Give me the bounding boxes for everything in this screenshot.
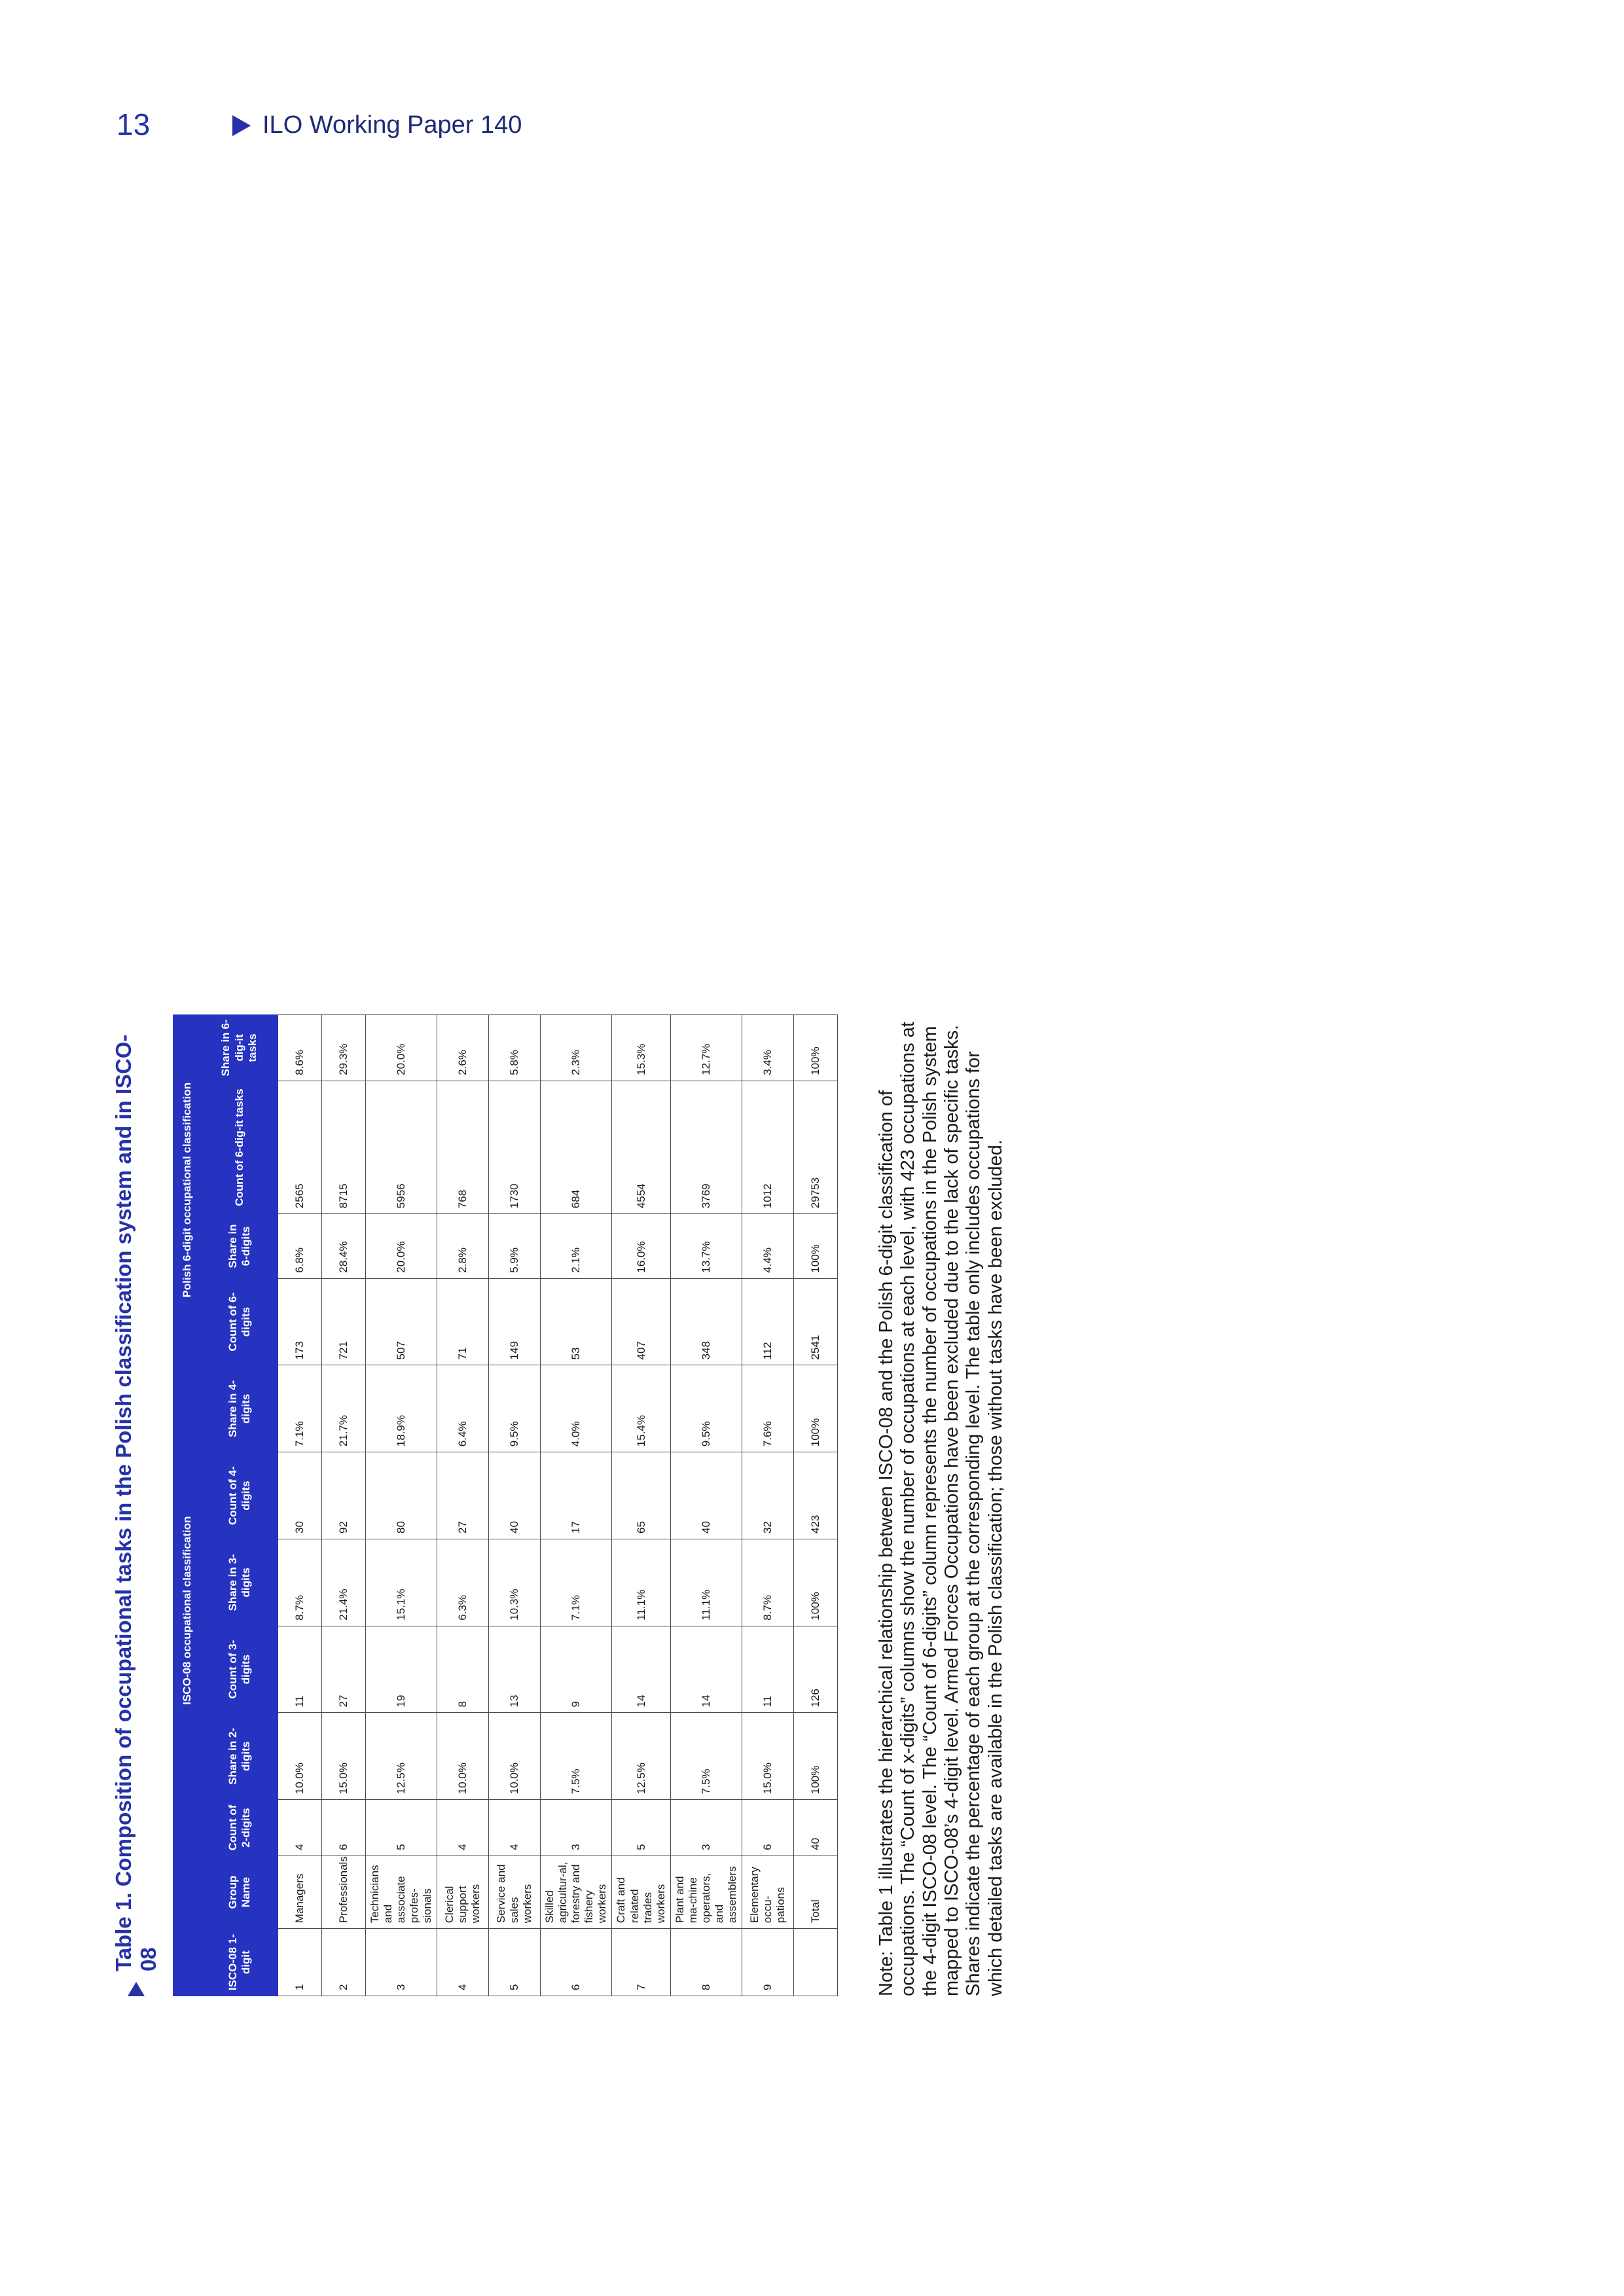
group-name-cell: Professionals [322, 1856, 366, 1928]
table-cell: 40 [489, 1452, 541, 1539]
group-name-cell: Total [793, 1856, 837, 1928]
table-cell: 3769 [670, 1081, 742, 1213]
column-header: Count of 6-dig-it tasks [202, 1081, 278, 1213]
group-name-cell: Craft and related trades workers [612, 1856, 670, 1928]
column-header: Count of 2-digits [202, 1800, 278, 1856]
table-cell: 4 [437, 1800, 489, 1856]
table-cell: 27 [437, 1452, 489, 1539]
table-cell: 9.5% [489, 1365, 541, 1452]
table-title-line [111, 1014, 160, 1996]
table-cell: 11.1% [670, 1539, 742, 1626]
table-cell: 40 [793, 1800, 837, 1856]
table-cell: 2.8% [437, 1214, 489, 1279]
table-row [670, 1015, 742, 1996]
table-cell: 684 [541, 1081, 612, 1213]
table-cell: 12.5% [366, 1713, 437, 1800]
table-cell: 7.1% [278, 1365, 322, 1452]
triangle-right-icon [128, 1982, 145, 1996]
group-header-polish: Polish 6-digit occupational classification [173, 1015, 202, 1365]
table-cell: 13.7% [670, 1214, 742, 1279]
table-cell: 7.6% [742, 1365, 793, 1452]
table-cell: 768 [437, 1081, 489, 1213]
column-header: Group Name [202, 1856, 278, 1928]
group-name-cell: Skilled agricultur-al, forestry and fishery workers [541, 1856, 612, 1928]
table-cell: 4 [437, 1929, 489, 1996]
table-cell: 10.0% [489, 1713, 541, 1800]
table-cell: 112 [742, 1278, 793, 1365]
triangle-right-icon [232, 115, 251, 136]
table-cell: 16.0% [612, 1214, 670, 1279]
table-cell: 28.4% [322, 1214, 366, 1279]
column-header: Count of 4-digits [202, 1452, 278, 1539]
table-cell: 8.7% [742, 1539, 793, 1626]
table-cell: 721 [322, 1278, 366, 1365]
table-cell: 4554 [612, 1081, 670, 1213]
table-cell: 15.0% [322, 1713, 366, 1800]
table-cell: 9 [541, 1626, 612, 1713]
table-cell: 7.5% [541, 1713, 612, 1800]
table-cell: 4 [278, 1800, 322, 1856]
table-cell: 15.4% [612, 1365, 670, 1452]
group-name-cell: Elementary occu-pations [742, 1856, 793, 1928]
table-cell: 27 [322, 1626, 366, 1713]
table-cell: 10.3% [489, 1539, 541, 1626]
table-cell: 9 [742, 1929, 793, 1996]
table-cell: 15.1% [366, 1539, 437, 1626]
page-number: 13 [117, 107, 151, 141]
table-row [366, 1015, 437, 1996]
table-cell: 30 [278, 1452, 322, 1539]
table-cell: 5.9% [489, 1214, 541, 1279]
header-spacer [173, 1856, 202, 1928]
table-total-row [793, 1015, 837, 1996]
column-header: Share in 4-digits [202, 1365, 278, 1452]
table-cell: 4.4% [742, 1214, 793, 1279]
column-header: Share in 3-digits [202, 1539, 278, 1626]
composition-table [173, 1014, 838, 1996]
table-cell: 20.0% [366, 1214, 437, 1279]
table-cell: 10.0% [278, 1713, 322, 1800]
table-title: Table 1. Composition of occupational tasks in the Polish classification system and in ISCO-08 [111, 1034, 160, 1971]
table-cell: 6.3% [437, 1539, 489, 1626]
column-header: Count of 6-digits [202, 1278, 278, 1365]
table-cell: 8 [670, 1929, 742, 1996]
table-cell: 6 [742, 1800, 793, 1856]
column-header: Share in 6-digits [202, 1214, 278, 1279]
table-cell: 12.5% [612, 1713, 670, 1800]
table-cell: 2.6% [437, 1015, 489, 1081]
table-cell: 9.5% [670, 1365, 742, 1452]
table-cell: 4 [489, 1800, 541, 1856]
table-cell [793, 1929, 837, 1996]
table-cell: 149 [489, 1278, 541, 1365]
table-cell: 7.5% [670, 1713, 742, 1800]
column-header: ISCO-08 1-digit [202, 1929, 278, 1996]
table-cell: 21.4% [322, 1539, 366, 1626]
table-cell: 100% [793, 1539, 837, 1626]
table-cell: 5 [612, 1800, 670, 1856]
table-cell: 40 [670, 1452, 742, 1539]
table-row [612, 1015, 670, 1996]
table-cell: 11 [742, 1626, 793, 1713]
table-row [489, 1015, 541, 1996]
rotated-table-block [111, 1014, 1006, 1996]
table-cell: 423 [793, 1452, 837, 1539]
table-note: Note: Table 1 illustrates the hierarchical relationship between ISCO-08 and the Polish 6-digit classification of occupations. The “Count of x-digits” columns show the number of occupations at each level, with 423 occupations at the 4-digit ISCO-08 level. The “Count of 6-digits” column represents the number of occupations in the Polish system mapped to ISCO-08’s 4-digit level. Armed Forces Occupations have been excluded due to the lack of specific tasks. Shares indicate the percentage of each group at the corresponding level. The table only includes occupations for which detailed tasks are available in the Polish classification; those without tasks have been excluded. [875, 1022, 1006, 1996]
table-cell: 15.3% [612, 1015, 670, 1081]
table-cell: 18.9% [366, 1365, 437, 1452]
table-cell: 5.8% [489, 1015, 541, 1081]
table-cell: 3 [541, 1800, 612, 1856]
table-row [437, 1015, 489, 1996]
table-cell: 92 [322, 1452, 366, 1539]
table-cell: 65 [612, 1452, 670, 1539]
table-cell: 7 [612, 1929, 670, 1996]
table-cell: 53 [541, 1278, 612, 1365]
table-cell: 1 [278, 1929, 322, 1996]
table-cell: 7.1% [541, 1539, 612, 1626]
column-header: Share in 2-digits [202, 1713, 278, 1800]
table-cell: 2541 [793, 1278, 837, 1365]
table-cell: 2.1% [541, 1214, 612, 1279]
table-cell: 507 [366, 1278, 437, 1365]
table-cell: 29.3% [322, 1015, 366, 1081]
table-cell: 11 [278, 1626, 322, 1713]
table-cell: 11.1% [612, 1539, 670, 1626]
table-cell: 348 [670, 1278, 742, 1365]
table-cell: 6 [322, 1800, 366, 1856]
header-spacer [173, 1929, 202, 1996]
table-row [541, 1015, 612, 1996]
group-name-cell: Plant and ma-chine operators, and assemblers [670, 1856, 742, 1928]
table-cell: 10.0% [437, 1713, 489, 1800]
table-cell: 15.0% [742, 1713, 793, 1800]
table-cell: 8 [437, 1626, 489, 1713]
table-cell: 2 [322, 1929, 366, 1996]
table-cell: 1730 [489, 1081, 541, 1213]
table-cell: 3 [366, 1929, 437, 1996]
table-cell: 100% [793, 1214, 837, 1279]
table-cell: 5 [489, 1929, 541, 1996]
table-cell: 12.7% [670, 1015, 742, 1081]
table-cell: 4.0% [541, 1365, 612, 1452]
running-header [232, 111, 522, 139]
table-cell: 17 [541, 1452, 612, 1539]
table-cell: 2565 [278, 1081, 322, 1213]
table-row [278, 1015, 322, 1996]
table-cell: 14 [670, 1626, 742, 1713]
table-cell: 71 [437, 1278, 489, 1365]
table-cell: 29753 [793, 1081, 837, 1213]
table-cell: 80 [366, 1452, 437, 1539]
table-row [742, 1015, 793, 1996]
column-header: Count of 3-digits [202, 1626, 278, 1713]
table-cell: 407 [612, 1278, 670, 1365]
group-name-cell: Service and sales workers [489, 1856, 541, 1928]
table-cell: 13 [489, 1626, 541, 1713]
table-cell: 173 [278, 1278, 322, 1365]
table-cell: 100% [793, 1015, 837, 1081]
table-cell: 6.8% [278, 1214, 322, 1279]
table-cell: 6.4% [437, 1365, 489, 1452]
table-cell: 21.7% [322, 1365, 366, 1452]
table-cell: 5956 [366, 1081, 437, 1213]
table-cell: 8715 [322, 1081, 366, 1213]
table-cell: 100% [793, 1713, 837, 1800]
table-cell: 2.3% [541, 1015, 612, 1081]
table-cell: 32 [742, 1452, 793, 1539]
running-title: ILO Working Paper 140 [262, 111, 522, 139]
table-cell: 126 [793, 1626, 837, 1713]
column-header: Share in 6-dig-it tasks [202, 1015, 278, 1081]
table-cell: 100% [793, 1365, 837, 1452]
table-cell: 6 [541, 1929, 612, 1996]
table-cell: 1012 [742, 1081, 793, 1213]
group-header-isco: ISCO-08 occupational classification [173, 1365, 202, 1856]
table-cell: 5 [366, 1800, 437, 1856]
table-cell: 3 [670, 1800, 742, 1856]
table-cell: 8.7% [278, 1539, 322, 1626]
table-cell: 19 [366, 1626, 437, 1713]
table-cell: 3.4% [742, 1015, 793, 1081]
group-name-cell: Clerical support workers [437, 1856, 489, 1928]
table-cell: 8.6% [278, 1015, 322, 1081]
table-cell: 14 [612, 1626, 670, 1713]
table-cell: 20.0% [366, 1015, 437, 1081]
group-name-cell: Managers [278, 1856, 322, 1928]
table-row [322, 1015, 366, 1996]
group-name-cell: Technicians and associate profes-sionals [366, 1856, 437, 1928]
